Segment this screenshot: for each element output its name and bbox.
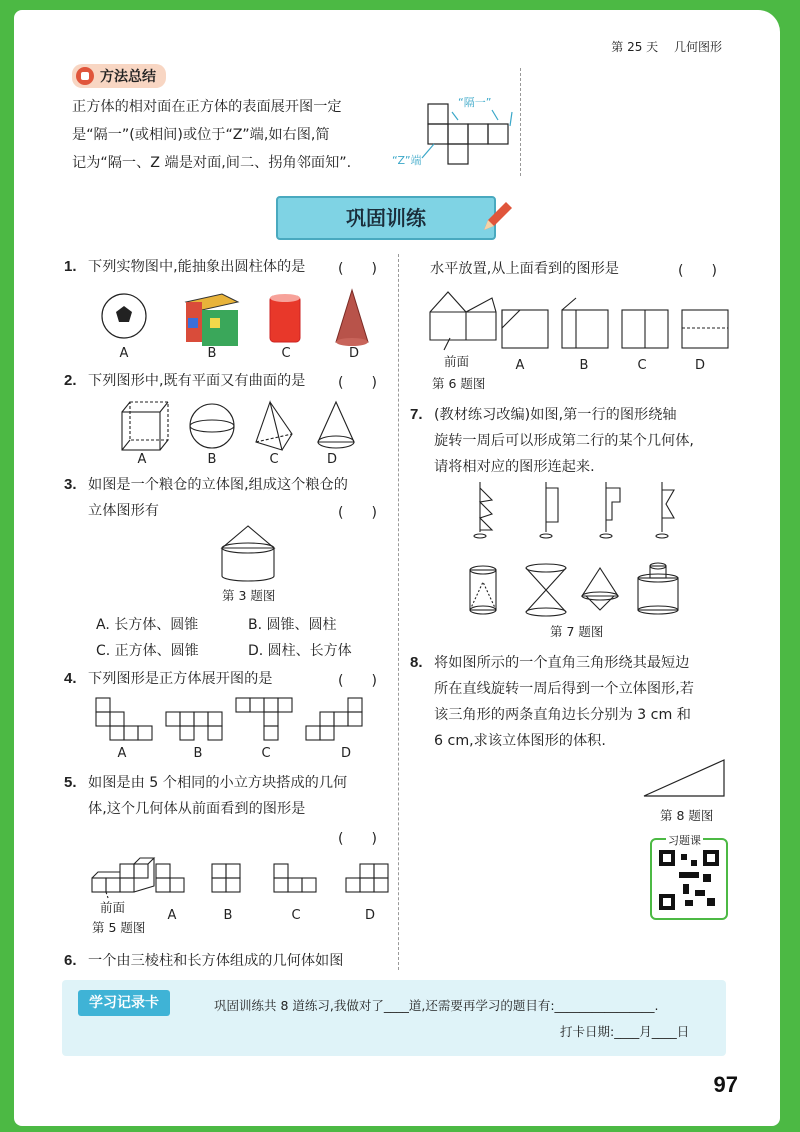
ice-cream-cone-icon (336, 290, 368, 346)
question-5: 5. 如图是由 5 个相同的小立方块搭成的几何 体,这个几何体从前面看到的图形是 (64, 774, 348, 817)
q2-option-c[interactable]: C (269, 452, 279, 467)
question-2: 2. 下列图形中,既有平面又有曲面的是 (64, 372, 306, 389)
q5-option-a[interactable]: A (167, 908, 177, 923)
q3-choice-c[interactable]: C. 正方体、圆锥 (96, 643, 199, 659)
glass-of-juice-icon (270, 294, 300, 342)
q8-caption: 第 8 题图 (660, 808, 714, 823)
q4-answer-paren[interactable]: ( ) (338, 673, 377, 689)
q1-option-c[interactable]: C (281, 346, 291, 361)
header-day: 第 25 天 (611, 40, 659, 54)
method-title: 方法总结 (72, 64, 166, 88)
q5-answer-paren[interactable]: ( ) (338, 831, 377, 847)
q1-answer-paren[interactable]: ( ) (338, 261, 377, 277)
q2-answer-paren[interactable]: ( ) (338, 375, 377, 391)
q3-choice-a[interactable]: A. 长方体、圆锥 (96, 617, 199, 633)
q4-option-b[interactable]: B (193, 746, 203, 761)
q6-option-b[interactable]: B (579, 358, 589, 373)
q4-option-d[interactable]: D (340, 746, 351, 761)
q6-option-d[interactable]: D (694, 358, 705, 373)
question-8: 8. 将如图所示的一个直角三角形绕其最短边 所在直线旋转一周后得到一个立体图形,若 该三角形的两条直角边长分别为 3 cm 和 6 cm,求该立体图形的体积. (410, 654, 694, 749)
page-number: 97 (713, 1072, 738, 1097)
record-line-2[interactable]: 打卡日期:____月____日 (560, 1024, 690, 1039)
q2-option-d[interactable]: D (326, 452, 337, 467)
q2-figures (116, 398, 376, 458)
q5-option-d[interactable]: D (364, 908, 375, 923)
label-zduan: “Z”端 (392, 154, 422, 167)
q6-option-c[interactable]: C (637, 358, 647, 373)
q2-option-a[interactable]: A (137, 452, 147, 467)
page-header (599, 38, 722, 55)
question-1: 1. 下列实物图中,能抽象出圆柱体的是 (64, 258, 306, 275)
qr-label: 习题课 (668, 834, 701, 847)
granary-figure (218, 522, 278, 584)
question-7: 7. (教材练习改编)如图,第一行的图形绕轴 旋转一周后可以形成第二行的某个几何体, 请将相对应的图形连起来. (410, 406, 694, 475)
cube-net-diagram (392, 92, 522, 172)
q6-front-label: 前面 (444, 354, 470, 369)
section-banner: 巩固训练 (276, 196, 496, 240)
q1-option-d[interactable]: D (348, 346, 359, 361)
q5-option-c[interactable]: C (291, 908, 301, 923)
q3-choice-b[interactable]: B. 圆锥、圆柱 (248, 617, 337, 633)
method-icon (76, 67, 94, 85)
q3-caption: 第 3 题图 (222, 588, 276, 603)
question-6: 6. 一个由三棱柱和长方体组成的几何体如图 (64, 952, 344, 969)
q6-answer-paren[interactable]: ( ) (678, 263, 717, 279)
q4-option-a[interactable]: A (117, 746, 127, 761)
column-divider (398, 254, 399, 970)
q1-option-a[interactable]: A (119, 346, 129, 361)
question-3: 3. 如图是一个粮仓的立体图,组成这个粮仓的 立体图形有 (64, 476, 348, 519)
qr-code-icon (659, 850, 719, 910)
q7-caption: 第 7 题图 (550, 624, 604, 639)
record-line-1[interactable]: 巩固训练共 8 道练习,我做对了____道,还需要再学习的题目有:________________. (214, 998, 659, 1013)
q1-option-b[interactable]: B (207, 346, 217, 361)
question-6-continued: 水平放置,从上面看到的图形是 (430, 261, 619, 277)
q4-option-c[interactable]: C (261, 746, 271, 761)
qr-code[interactable] (650, 838, 728, 920)
q3-answer-paren[interactable]: ( ) (338, 505, 377, 521)
method-text: 正方体的相对面在正方体的表面展开图一定 是“隔一”(或相间)或位于“Z”端,如右图,简 记为“隔一、Z 端是对面,间二、拐角邻面知”. (72, 99, 352, 171)
q2-option-b[interactable]: B (207, 452, 217, 467)
q1-figures (100, 288, 390, 350)
question-4: 4. 下列图形是正方体展开图的是 (64, 670, 273, 687)
q4-cube-nets (96, 698, 386, 750)
q6-figures (426, 288, 736, 358)
q7-figures (466, 482, 686, 632)
pencil-icon (478, 196, 518, 236)
q5-option-b[interactable]: B (223, 908, 233, 923)
q5-caption: 第 5 题图 (92, 920, 146, 935)
q3-choice-d[interactable]: D. 圆柱、长方体 (248, 643, 352, 659)
study-record-badge: 学习记录卡 (78, 990, 170, 1016)
rubiks-cube-icon (186, 294, 238, 346)
q6-option-a[interactable]: A (515, 358, 525, 373)
header-topic: 几何图形 (673, 40, 722, 54)
right-triangle-figure (640, 760, 730, 800)
q6-caption: 第 6 题图 (432, 376, 486, 391)
q5-figures (88, 852, 388, 910)
label-geyi: “隔一” (458, 96, 492, 109)
q5-front-label: 前面 (100, 900, 126, 915)
